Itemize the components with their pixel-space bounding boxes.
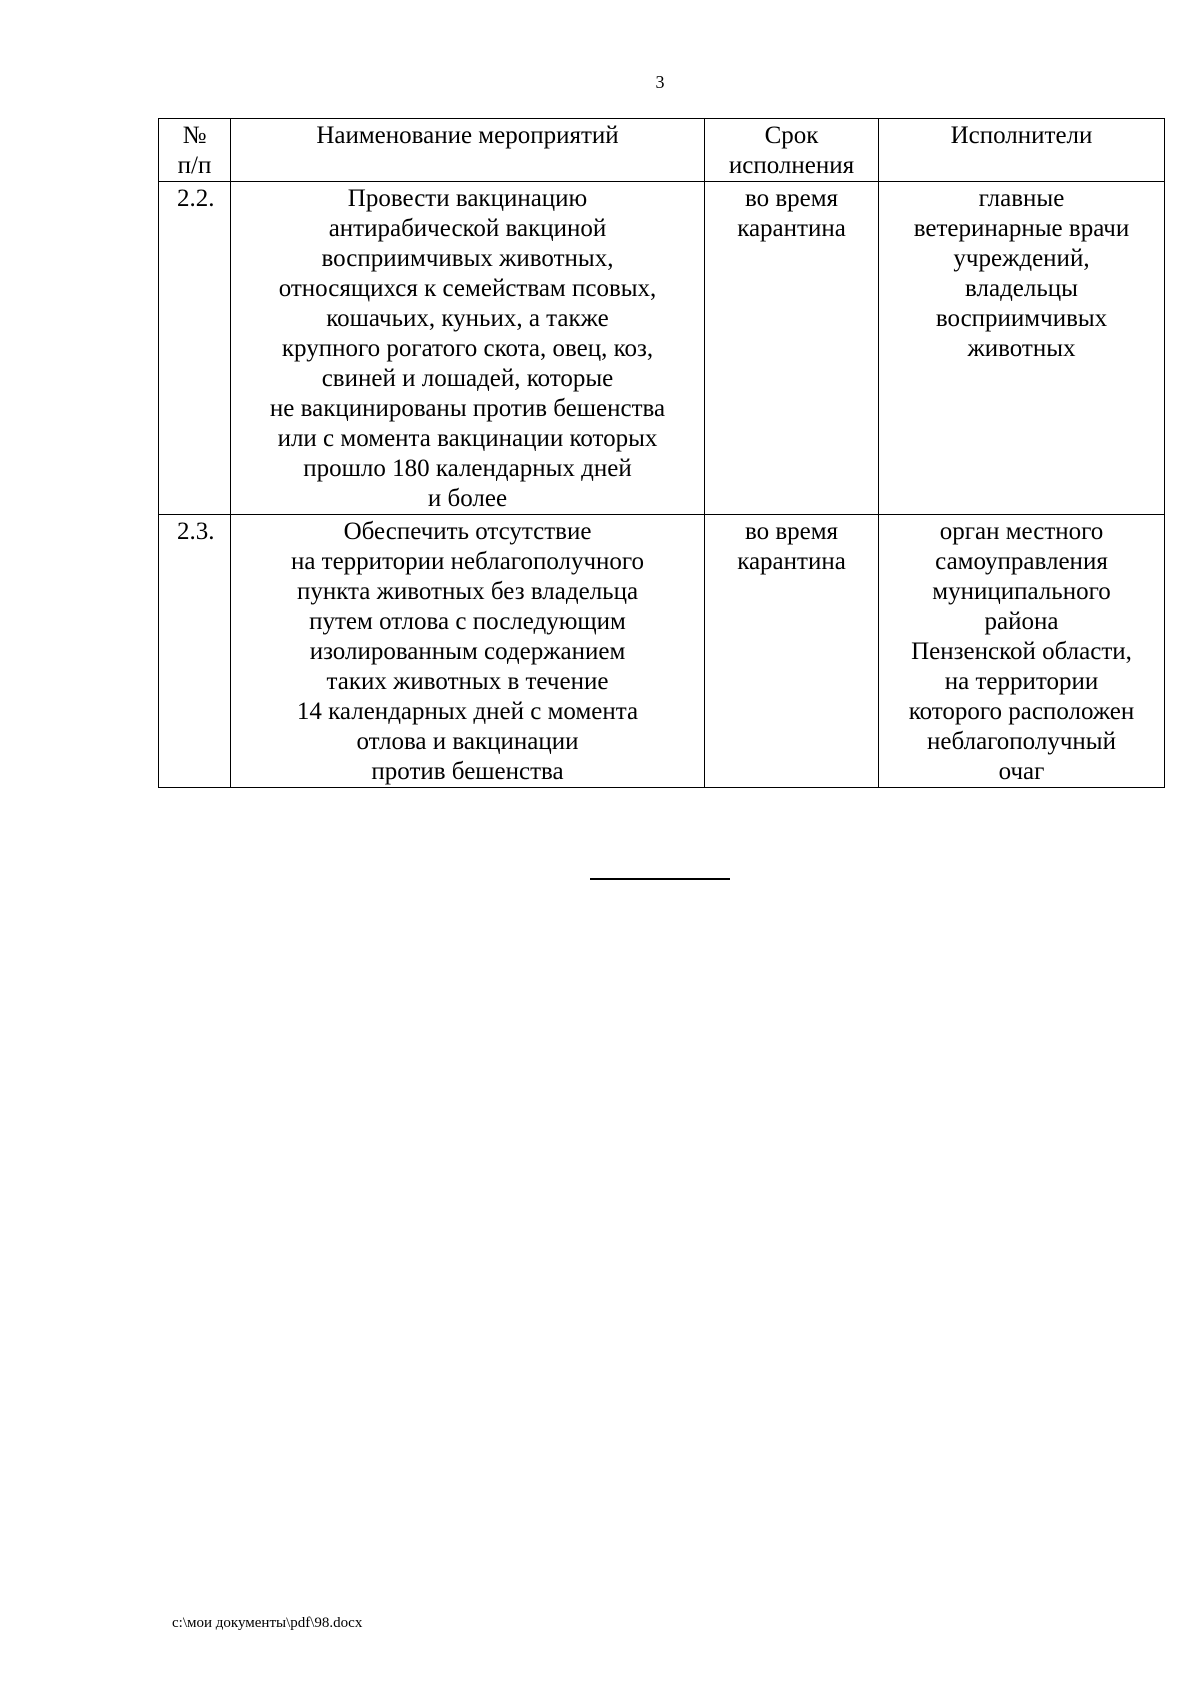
row-executors-line: района xyxy=(984,608,1059,635)
row-name xyxy=(231,182,705,515)
row-executors-line: главные xyxy=(978,185,1065,212)
row-name-line: крупного рогатого скота, овец, коз, xyxy=(281,335,654,362)
row-name-line: или с момента вакцинации которых xyxy=(277,425,658,452)
table-row xyxy=(159,515,1165,788)
row-num: 2.2. xyxy=(159,182,231,515)
row-executors-line: Пензенской области, xyxy=(911,638,1132,665)
header-name-line: Наименование мероприятий xyxy=(316,122,619,149)
row-term-line: во время xyxy=(744,518,839,545)
row-executors-line: восприимчивых xyxy=(935,305,1108,332)
header-name xyxy=(231,119,705,182)
row-executors-line: ветеринарные врачи xyxy=(913,215,1130,242)
row-name-line: отлова и вакцинации xyxy=(356,728,579,755)
row-executors-line: владельцы xyxy=(965,275,1078,302)
header-num xyxy=(159,119,231,182)
row-executors-line: на территории xyxy=(944,668,1099,695)
row-name-line: антирабической вакциной xyxy=(328,215,607,242)
row-name-line: и более xyxy=(427,485,508,512)
row-executors xyxy=(879,515,1165,788)
row-executors-line: учреждений, xyxy=(953,245,1090,272)
row-name-line: относящихся к семействам псовых, xyxy=(278,275,657,302)
row-executors xyxy=(879,182,1165,515)
table-header-row xyxy=(159,119,1165,182)
row-executors-line: самоуправления xyxy=(935,548,1108,575)
row-name-line: кошачьих, куньих, а также xyxy=(326,305,609,332)
measures-table xyxy=(158,118,1165,788)
header-term-line: исполнения xyxy=(728,152,855,179)
row-name-line: на территории неблагополучного xyxy=(290,548,645,575)
row-name-line: восприимчивых животных, xyxy=(321,245,614,272)
row-executors-line: животных xyxy=(967,335,1076,362)
row-executors-line: очаг xyxy=(998,758,1045,785)
row-name-line: прошло 180 календарных дней xyxy=(303,455,632,482)
row-term-line: карантина xyxy=(737,548,846,575)
header-executors-line: Исполнители xyxy=(950,122,1093,149)
end-separator-line xyxy=(590,878,730,880)
row-term-line: во время xyxy=(744,185,839,212)
row-num: 2.3. xyxy=(159,515,231,788)
row-term xyxy=(705,515,879,788)
row-name-line: пункта животных без владельца xyxy=(296,578,639,605)
row-term-line: карантина xyxy=(737,215,846,242)
row-name-line: Обеспечить отсутствие xyxy=(343,518,592,545)
header-num-line: № xyxy=(182,122,207,149)
row-executors-line: муниципального xyxy=(932,578,1111,605)
row-name-line: не вакцинированы против бешенства xyxy=(269,395,666,422)
footer-file-path: c:\мои документы\pdf\98.docx xyxy=(172,1615,363,1631)
row-name-line: Провести вакцинацию xyxy=(347,185,588,212)
row-name-line: таких животных в течение xyxy=(326,668,609,695)
row-name xyxy=(231,515,705,788)
page-number: 3 xyxy=(655,72,665,92)
row-name-line: изолированным содержанием xyxy=(309,638,626,665)
row-name-line: путем отлова с последующим xyxy=(309,608,626,635)
row-name-line: 14 календарных дней с момента xyxy=(296,698,639,725)
row-term xyxy=(705,182,879,515)
row-executors-line: неблагополучный xyxy=(927,728,1116,755)
header-num-line: п/п xyxy=(177,152,212,179)
row-name-line: свиней и лошадей, которые xyxy=(321,365,614,392)
row-executors-line: которого расположен xyxy=(908,698,1135,725)
row-name-line: против бешенства xyxy=(371,758,564,785)
header-term-line: Срок xyxy=(764,122,819,149)
row-executors-line: орган местного xyxy=(939,518,1104,545)
header-executors xyxy=(879,119,1165,182)
table-row xyxy=(159,182,1165,515)
header-term xyxy=(705,119,879,182)
